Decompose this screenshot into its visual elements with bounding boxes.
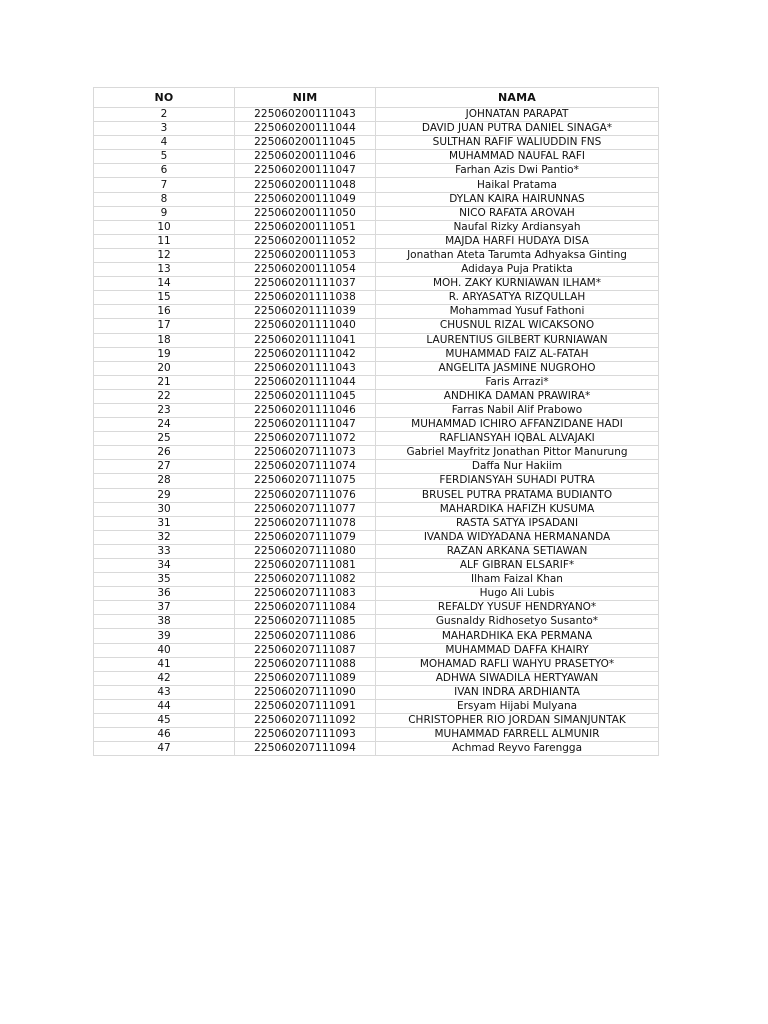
cell-nim: 225060207111089: [235, 671, 376, 685]
cell-nim: 225060201111039: [235, 305, 376, 319]
table-row: [94, 291, 659, 305]
cell-nim: 225060207111073: [235, 446, 376, 460]
cell-nama: IVANDA WIDYADANA HERMANANDA: [376, 530, 659, 544]
cell-nim: 225060207111075: [235, 474, 376, 488]
cell-nama: ADHWA SIWADILA HERTYAWAN: [376, 671, 659, 685]
cell-nama: MUHAMMAD FARRELL ALMUNIR: [376, 728, 659, 742]
cell-nama: Gabriel Mayfritz Jonathan Pittor Manurung: [376, 446, 659, 460]
cell-nama: Naufal Rizky Ardiansyah: [376, 220, 659, 234]
table-row: [94, 559, 659, 573]
header-nim: NIM: [235, 88, 376, 108]
table-row: [94, 389, 659, 403]
table-row: [94, 418, 659, 432]
cell-nim: 225060207111087: [235, 643, 376, 657]
cell-no: 6: [94, 164, 235, 178]
cell-nama: Ersyam Hijabi Mulyana: [376, 699, 659, 713]
table-row: [94, 248, 659, 262]
cell-no: 17: [94, 319, 235, 333]
cell-no: 37: [94, 601, 235, 615]
cell-no: 8: [94, 192, 235, 206]
cell-nama: DAVID JUAN PUTRA DANIEL SINAGA*: [376, 122, 659, 136]
cell-nim: 225060201111044: [235, 375, 376, 389]
cell-no: 4: [94, 136, 235, 150]
table-row: [94, 220, 659, 234]
cell-no: 14: [94, 277, 235, 291]
cell-nim: 225060207111076: [235, 488, 376, 502]
cell-nim: 225060200111049: [235, 192, 376, 206]
cell-nim: 225060201111045: [235, 389, 376, 403]
cell-no: 9: [94, 206, 235, 220]
table-row: [94, 234, 659, 248]
cell-nim: 225060201111046: [235, 403, 376, 417]
cell-nama: RAZAN ARKANA SETIAWAN: [376, 544, 659, 558]
cell-nama: RAFLIANSYAH IQBAL ALVAJAKI: [376, 432, 659, 446]
cell-nim: 225060207111077: [235, 502, 376, 516]
cell-no: 32: [94, 530, 235, 544]
cell-no: 26: [94, 446, 235, 460]
cell-nim: 225060200111047: [235, 164, 376, 178]
table-row: [94, 657, 659, 671]
table-row: [94, 136, 659, 150]
table-row: [94, 403, 659, 417]
cell-nim: 225060200111046: [235, 150, 376, 164]
cell-no: 25: [94, 432, 235, 446]
cell-nim: 225060200111043: [235, 108, 376, 122]
cell-nama: Daffa Nur Hakiim: [376, 460, 659, 474]
table-row: [94, 629, 659, 643]
cell-nama: MUHAMMAD FAIZ AL-FATAH: [376, 347, 659, 361]
header-row: [94, 88, 659, 108]
cell-nim: 225060201111043: [235, 361, 376, 375]
cell-no: 36: [94, 587, 235, 601]
cell-nama: MOH. ZAKY KURNIAWAN ILHAM*: [376, 277, 659, 291]
cell-no: 19: [94, 347, 235, 361]
cell-nim: 225060207111072: [235, 432, 376, 446]
cell-nim: 225060207111085: [235, 615, 376, 629]
cell-nama: CHUSNUL RIZAL WICAKSONO: [376, 319, 659, 333]
cell-no: 23: [94, 403, 235, 417]
cell-no: 31: [94, 516, 235, 530]
table-row: [94, 108, 659, 122]
cell-no: 29: [94, 488, 235, 502]
cell-no: 18: [94, 333, 235, 347]
table-header: [94, 88, 659, 108]
cell-nim: 225060207111093: [235, 728, 376, 742]
cell-no: 33: [94, 544, 235, 558]
cell-no: 12: [94, 248, 235, 262]
cell-nim: 225060207111081: [235, 559, 376, 573]
cell-nama: Achmad Reyvo Farengga: [376, 742, 659, 756]
cell-nim: 225060207111084: [235, 601, 376, 615]
cell-nama: IVAN INDRA ARDHIANTA: [376, 685, 659, 699]
cell-nim: 225060200111052: [235, 234, 376, 248]
cell-nim: 225060200111048: [235, 178, 376, 192]
cell-nim: 225060200111054: [235, 263, 376, 277]
table-row: [94, 685, 659, 699]
cell-no: 22: [94, 389, 235, 403]
student-roster-table: [93, 87, 659, 756]
cell-no: 46: [94, 728, 235, 742]
table-row: [94, 601, 659, 615]
table-row: [94, 516, 659, 530]
table-row: [94, 305, 659, 319]
cell-nama: Farhan Azis Dwi Pantio*: [376, 164, 659, 178]
cell-nama: Jonathan Ateta Tarumta Adhyaksa Ginting: [376, 248, 659, 262]
cell-nim: 225060207111083: [235, 587, 376, 601]
cell-nim: 225060207111092: [235, 714, 376, 728]
table-row: [94, 192, 659, 206]
cell-no: 38: [94, 615, 235, 629]
cell-nama: Hugo Ali Lubis: [376, 587, 659, 601]
cell-nama: RASTA SATYA IPSADANI: [376, 516, 659, 530]
table-row: [94, 714, 659, 728]
cell-nama: SULTHAN RAFIF WALIUDDIN FNS: [376, 136, 659, 150]
cell-no: 21: [94, 375, 235, 389]
cell-nim: 225060201111038: [235, 291, 376, 305]
cell-nim: 225060207111079: [235, 530, 376, 544]
cell-nama: JOHNATAN PARAPAT: [376, 108, 659, 122]
table-row: [94, 150, 659, 164]
cell-nama: Faris Arrazi*: [376, 375, 659, 389]
cell-nim: 225060207111094: [235, 742, 376, 756]
table-row: [94, 587, 659, 601]
table-row: [94, 178, 659, 192]
table-row: [94, 728, 659, 742]
cell-nama: ANGELITA JASMINE NUGROHO: [376, 361, 659, 375]
cell-nama: REFALDY YUSUF HENDRYANO*: [376, 601, 659, 615]
cell-nim: 225060207111086: [235, 629, 376, 643]
table-row: [94, 488, 659, 502]
cell-nama: DYLAN KAIRA HAIRUNNAS: [376, 192, 659, 206]
table-row: [94, 319, 659, 333]
cell-nim: 225060201111037: [235, 277, 376, 291]
cell-nama: Ilham Faizal Khan: [376, 573, 659, 587]
cell-nama: Gusnaldy Ridhosetyo Susanto*: [376, 615, 659, 629]
cell-no: 24: [94, 418, 235, 432]
cell-no: 15: [94, 291, 235, 305]
cell-no: 43: [94, 685, 235, 699]
cell-no: 35: [94, 573, 235, 587]
cell-nama: MOHAMAD RAFLI WAHYU PRASETYO*: [376, 657, 659, 671]
cell-nim: 225060207111091: [235, 699, 376, 713]
cell-nim: 225060200111051: [235, 220, 376, 234]
cell-nim: 225060207111088: [235, 657, 376, 671]
cell-nama: FERDIANSYAH SUHADI PUTRA: [376, 474, 659, 488]
cell-nama: CHRISTOPHER RIO JORDAN SIMANJUNTAK: [376, 714, 659, 728]
cell-no: 42: [94, 671, 235, 685]
cell-nim: 225060201111042: [235, 347, 376, 361]
cell-no: 28: [94, 474, 235, 488]
table-body: [94, 108, 659, 756]
table-row: [94, 573, 659, 587]
table-row: [94, 643, 659, 657]
cell-no: 34: [94, 559, 235, 573]
cell-no: 30: [94, 502, 235, 516]
cell-nama: MUHAMMAD NAUFAL RAFI: [376, 150, 659, 164]
cell-no: 13: [94, 263, 235, 277]
cell-no: 45: [94, 714, 235, 728]
cell-no: 27: [94, 460, 235, 474]
cell-no: 47: [94, 742, 235, 756]
table-row: [94, 460, 659, 474]
cell-nim: 225060201111047: [235, 418, 376, 432]
table-row: [94, 432, 659, 446]
cell-no: 44: [94, 699, 235, 713]
table-row: [94, 446, 659, 460]
cell-no: 5: [94, 150, 235, 164]
cell-no: 39: [94, 629, 235, 643]
cell-nama: Adidaya Puja Pratikta: [376, 263, 659, 277]
cell-nim: 225060207111074: [235, 460, 376, 474]
table-row: [94, 474, 659, 488]
cell-nama: ALF GIBRAN ELSARIF*: [376, 559, 659, 573]
table-row: [94, 361, 659, 375]
cell-nim: 225060207111078: [235, 516, 376, 530]
cell-no: 10: [94, 220, 235, 234]
cell-nim: 225060207111082: [235, 573, 376, 587]
cell-nama: R. ARYASATYA RIZQULLAH: [376, 291, 659, 305]
table-row: [94, 544, 659, 558]
header-nama: NAMA: [376, 88, 659, 108]
table-row: [94, 333, 659, 347]
table-row: [94, 263, 659, 277]
cell-nama: MAHARDIKA HAFIZH KUSUMA: [376, 502, 659, 516]
table-row: [94, 699, 659, 713]
cell-no: 40: [94, 643, 235, 657]
cell-nama: MUHAMMAD ICHIRO AFFANZIDANE HADI: [376, 418, 659, 432]
cell-nama: MAHARDHIKA EKA PERMANA: [376, 629, 659, 643]
table-row: [94, 347, 659, 361]
cell-no: 2: [94, 108, 235, 122]
table-row: [94, 122, 659, 136]
cell-nim: 225060201111041: [235, 333, 376, 347]
cell-nama: Haikal Pratama: [376, 178, 659, 192]
cell-nama: MUHAMMAD DAFFA KHAIRY: [376, 643, 659, 657]
table-row: [94, 530, 659, 544]
table-row: [94, 742, 659, 756]
cell-nim: 225060207111080: [235, 544, 376, 558]
cell-nim: 225060200111053: [235, 248, 376, 262]
cell-nama: BRUSEL PUTRA PRATAMA BUDIANTO: [376, 488, 659, 502]
cell-no: 20: [94, 361, 235, 375]
cell-nama: LAURENTIUS GILBERT KURNIAWAN: [376, 333, 659, 347]
cell-nim: 225060200111050: [235, 206, 376, 220]
header-no: NO: [94, 88, 235, 108]
cell-nama: Mohammad Yusuf Fathoni: [376, 305, 659, 319]
cell-nama: ANDHIKA DAMAN PRAWIRA*: [376, 389, 659, 403]
table-row: [94, 615, 659, 629]
table-row: [94, 671, 659, 685]
cell-nama: NICO RAFATA AROVAH: [376, 206, 659, 220]
cell-no: 3: [94, 122, 235, 136]
cell-no: 41: [94, 657, 235, 671]
cell-nim: 225060200111044: [235, 122, 376, 136]
cell-no: 16: [94, 305, 235, 319]
cell-no: 7: [94, 178, 235, 192]
table-row: [94, 164, 659, 178]
cell-no: 11: [94, 234, 235, 248]
cell-nim: 225060200111045: [235, 136, 376, 150]
cell-nama: Farras Nabil Alif Prabowo: [376, 403, 659, 417]
cell-nim: 225060201111040: [235, 319, 376, 333]
cell-nim: 225060207111090: [235, 685, 376, 699]
table-row: [94, 375, 659, 389]
table-row: [94, 502, 659, 516]
table-row: [94, 206, 659, 220]
table-row: [94, 277, 659, 291]
cell-nama: MAJDA HARFI HUDAYA DISA: [376, 234, 659, 248]
